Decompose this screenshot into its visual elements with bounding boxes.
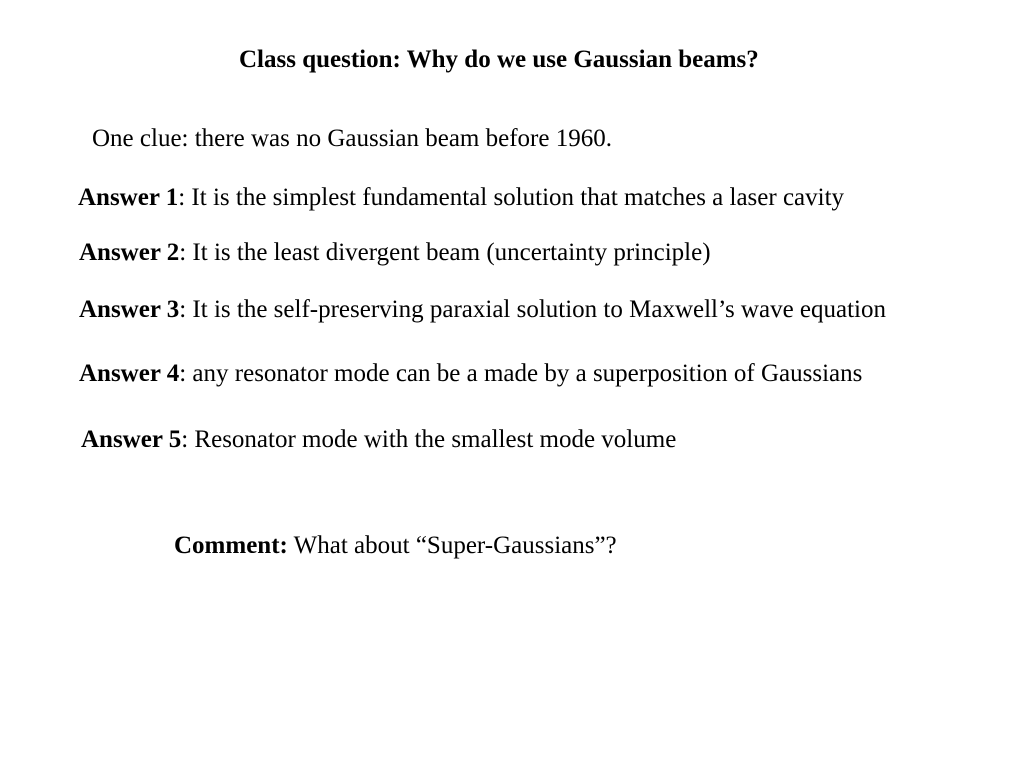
- clue-text: One clue: there was no Gaussian beam before 1960.: [92, 125, 612, 152]
- comment-text: What about “Super-Gaussians”?: [287, 532, 617, 559]
- answer-5-text: : Resonator mode with the smallest mode volume: [181, 426, 677, 453]
- comment-label: Comment:: [174, 532, 288, 559]
- answer-3-text: : It is the self-preserving paraxial solution to Maxwell’s wave equation: [179, 296, 886, 323]
- answer-5-label: Answer 5: [81, 426, 182, 453]
- answer-4-text: : any resonator mode can be a made by a superposition of Gaussians: [179, 360, 863, 387]
- answer-4-label: Answer 4: [79, 360, 180, 387]
- answer-5: [81, 425, 676, 455]
- answer-3-label: Answer 3: [79, 296, 180, 323]
- answer-4: [79, 359, 862, 389]
- answer-2: [79, 238, 711, 268]
- answer-1: [78, 183, 844, 213]
- slide-title: Class question: Why do we use Gaussian beams?: [239, 46, 759, 73]
- answer-3: [79, 295, 886, 325]
- answer-1-label: Answer 1: [78, 184, 179, 211]
- answer-2-label: Answer 2: [79, 239, 180, 266]
- answer-2-text: : It is the least divergent beam (uncertainty principle): [179, 239, 711, 266]
- comment: [174, 531, 617, 561]
- answer-1-text: : It is the simplest fundamental solution that matches a laser cavity: [178, 184, 845, 211]
